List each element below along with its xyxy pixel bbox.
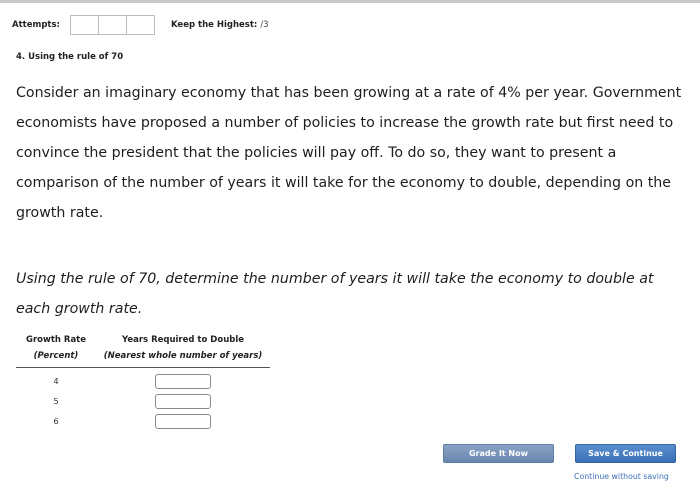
years-required-subheader: (Nearest whole number of years): [103, 350, 263, 361]
grade-it-now-button[interactable]: Grade It Now: [443, 444, 554, 463]
attempts-bar: [12, 14, 154, 36]
answer-cell: [96, 374, 270, 389]
table-subheader-row: [16, 348, 270, 363]
growth-rate-header: Growth Rate: [25, 335, 87, 345]
save-continue-button[interactable]: Save & Continue: [575, 444, 676, 463]
years-input-4-percent[interactable]: [155, 374, 211, 389]
keep-highest-value: /3: [260, 20, 269, 30]
attempt-box-1: [70, 15, 99, 35]
growth-rate-cell: 6: [53, 416, 59, 426]
growth-rate-subheader: (Percent): [33, 350, 79, 361]
keep-highest-label: Keep the Highest:: [171, 20, 258, 30]
attempt-boxes: [70, 15, 154, 35]
table-header-row: [16, 332, 270, 348]
years-required-header: Years Required to Double: [121, 335, 245, 345]
table-row: [16, 391, 270, 411]
growth-rate-cell: 5: [53, 396, 59, 406]
table-row: [16, 371, 270, 391]
question-title: 4. Using the rule of 70: [16, 52, 124, 62]
question-prompt: Using the rule of 70, determine the number of years it will take the economy to double at each growth rate.: [16, 271, 654, 317]
answer-cell: [96, 414, 270, 429]
question-intro: Consider an imaginary economy that has been growing at a rate of 4% per year. Government economists have proposed a number of policies to increase the growth rate but first need to convince the president that the policies will pay off. To do so, they want to present a comparison of the number of years it will take for the economy to double, depending on the growth rate.: [16, 85, 682, 221]
table-row: [16, 411, 270, 431]
attempt-box-3: [126, 15, 155, 35]
attempts-label: Attempts:: [12, 20, 60, 30]
attempt-box-2: [98, 15, 127, 35]
top-divider: [0, 0, 700, 3]
growth-rate-cell: 4: [53, 376, 59, 386]
years-input-5-percent[interactable]: [155, 394, 211, 409]
table-rule: [16, 367, 270, 368]
years-input-6-percent[interactable]: [155, 414, 211, 429]
answer-cell: [96, 394, 270, 409]
continue-without-saving-link[interactable]: Continue without saving: [574, 472, 669, 481]
keep-highest: [171, 20, 269, 30]
answer-table: [16, 332, 270, 431]
